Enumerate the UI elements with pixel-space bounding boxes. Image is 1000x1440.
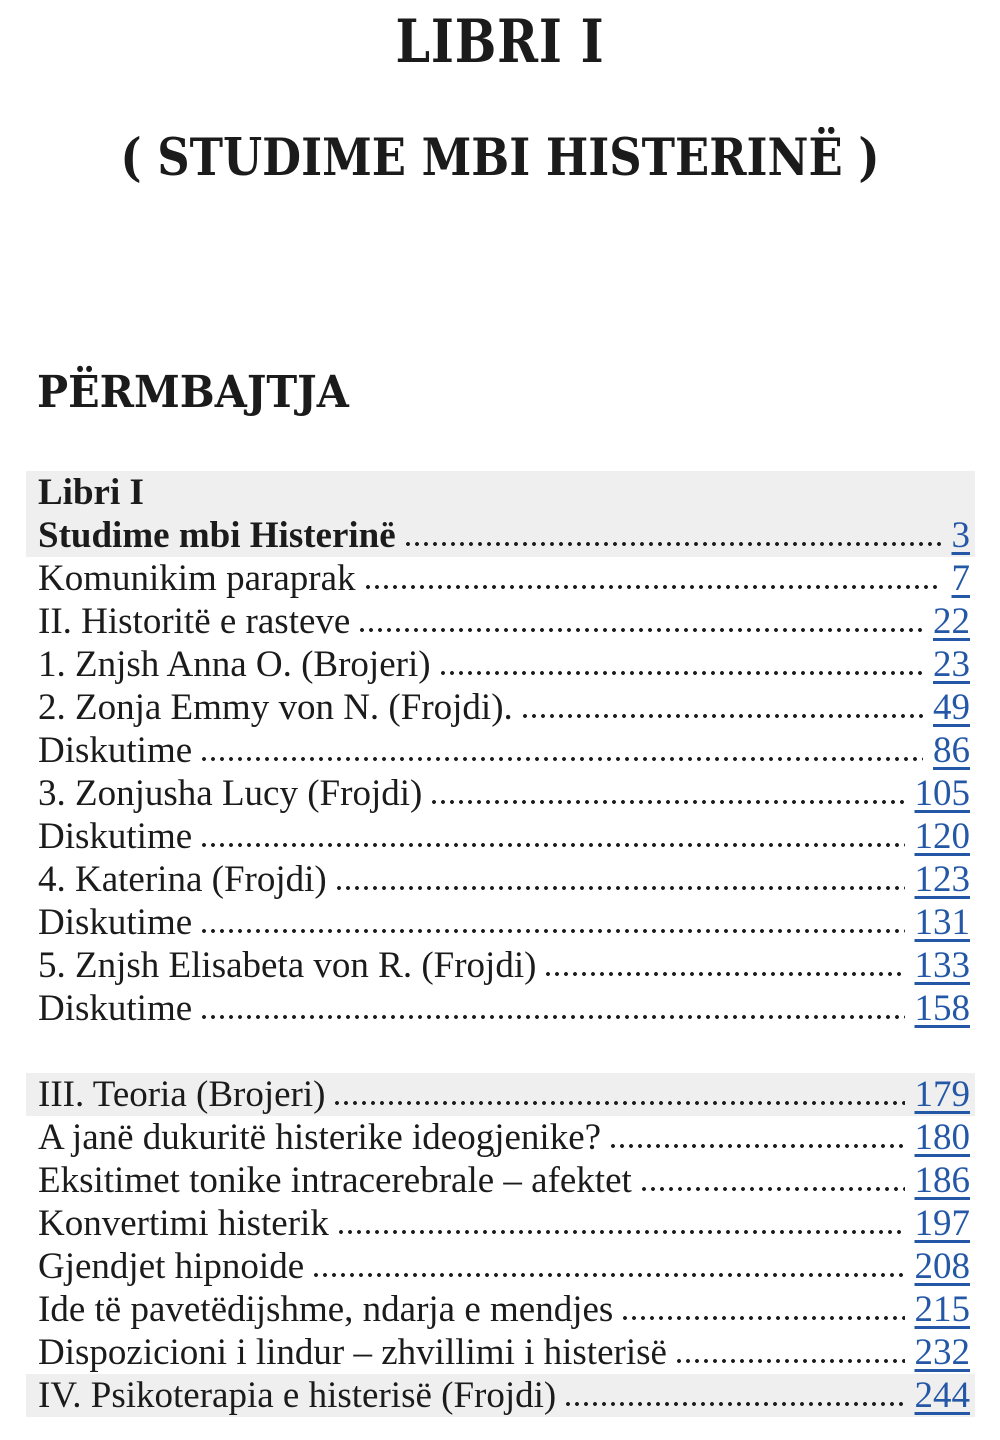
toc-entry-label: 4. Katerina (Frojdi) [38,859,327,900]
toc-row [26,944,975,987]
toc-row [26,514,975,557]
toc-row [26,1159,975,1202]
toc-page-link[interactable]: 49 [933,687,970,728]
toc-entry-label: Diskutime [38,902,193,943]
toc-page-link[interactable]: 3 [951,515,970,556]
toc-leader-dots [675,1356,905,1366]
toc-entry-label: II. Historitë e rasteve [38,601,351,642]
toc-leader-dots [200,926,904,936]
toc-page-link[interactable]: 131 [914,902,970,943]
toc-row [26,729,975,772]
toc-entry-label: Ide të pavetëdijshme, ndarja e mendjes [38,1289,614,1330]
toc-page-link[interactable]: 7 [951,558,970,599]
toc-row [26,901,975,944]
toc-page-link[interactable]: 105 [914,773,970,814]
toc-page-link[interactable]: 123 [914,859,970,900]
toc-page-link[interactable]: 232 [914,1332,970,1373]
toc-leader-dots [200,1012,904,1022]
toc-page-link[interactable]: 22 [933,601,970,642]
toc-row [26,987,975,1030]
toc-leader-dots [364,582,942,592]
toc-entry-label: Komunikim paraprak [38,558,356,599]
toc-page-link[interactable]: 86 [933,730,970,771]
toc-heading: PËRMBAJTJA [37,367,349,418]
toc-leader-dots [640,1184,905,1194]
toc-row [26,686,975,729]
toc-leader-dots [337,1227,905,1237]
toc-leader-dots [544,969,904,979]
toc-entry-label: Diskutime [38,730,193,771]
toc-entry-label: Studime mbi Histerinë [38,515,396,556]
toc-page-link[interactable]: 120 [914,816,970,857]
toc-entry-label: A janë dukuritë histerike ideogjenike? [38,1117,602,1158]
toc-page-link[interactable]: 23 [933,644,970,685]
toc-leader-dots [200,840,904,850]
toc-entry-label: 2. Zonja Emmy von N. (Frojdi). [38,687,513,728]
toc-entry-label: 3. Zonjusha Lucy (Frojdi) [38,773,423,814]
toc-entry-label: 1. Znjsh Anna O. (Brojeri) [38,644,431,685]
toc-leader-dots [335,883,905,893]
toc-entry-label: Diskutime [38,816,193,857]
toc-row [26,471,975,514]
doc-subtitle: ( STUDIME MBI HISTERINË ) [120,128,880,188]
toc-row [26,1374,975,1417]
toc-page-link[interactable]: 208 [914,1246,970,1287]
toc-page-link[interactable]: 244 [914,1375,970,1416]
toc-entry-label: IV. Psikoterapia e histerisë (Frojdi) [38,1375,557,1416]
toc-row [26,557,975,600]
toc-leader-dots [430,797,904,807]
toc-row [26,858,975,901]
table-of-contents [26,471,975,1417]
toc-leader-dots [439,668,923,678]
toc-leader-dots [333,1098,904,1108]
toc-row [26,1288,975,1331]
toc-row [26,1245,975,1288]
toc-row [26,1331,975,1374]
toc-leader-dots [200,754,923,764]
toc-entry-label: III. Teoria (Brojeri) [38,1074,326,1115]
toc-page-link[interactable]: 180 [914,1117,970,1158]
toc-row [26,815,975,858]
toc-leader-dots [621,1313,904,1323]
toc-row [26,1116,975,1159]
toc-page-link[interactable]: 186 [914,1160,970,1201]
toc-page-link[interactable]: 158 [914,988,970,1029]
toc-page-link[interactable]: 215 [914,1289,970,1330]
toc-entry-label: Diskutime [38,988,193,1029]
toc-spacer [26,1030,975,1073]
toc-page-link[interactable]: 197 [914,1203,970,1244]
toc-leader-dots [609,1141,904,1151]
toc-entry-label: Eksitimet tonike intracerebrale – afektet [38,1160,632,1201]
toc-entry-label: Gjendjet hipnoide [38,1246,305,1287]
toc-row [26,1073,975,1116]
toc-row [26,1202,975,1245]
toc-leader-dots [312,1270,904,1280]
toc-page-link[interactable]: 133 [914,945,970,986]
toc-row [26,600,975,643]
toc-entry-label: Dispozicioni i lindur – zhvillimi i histerisë [38,1332,667,1373]
toc-page-link[interactable]: 179 [914,1074,970,1115]
toc-leader-dots [404,539,942,549]
toc-leader-dots [564,1399,904,1409]
toc-entry-label: 5. Znjsh Elisabeta von R. (Frojdi) [38,945,537,986]
toc-row [26,643,975,686]
toc-entry-label: Konvertimi histerik [38,1203,329,1244]
toc-leader-dots [521,711,923,721]
toc-entry-label: Libri I [38,472,144,513]
toc-leader-dots [358,625,923,635]
toc-row [26,772,975,815]
doc-title: LIBRI I [395,7,605,77]
